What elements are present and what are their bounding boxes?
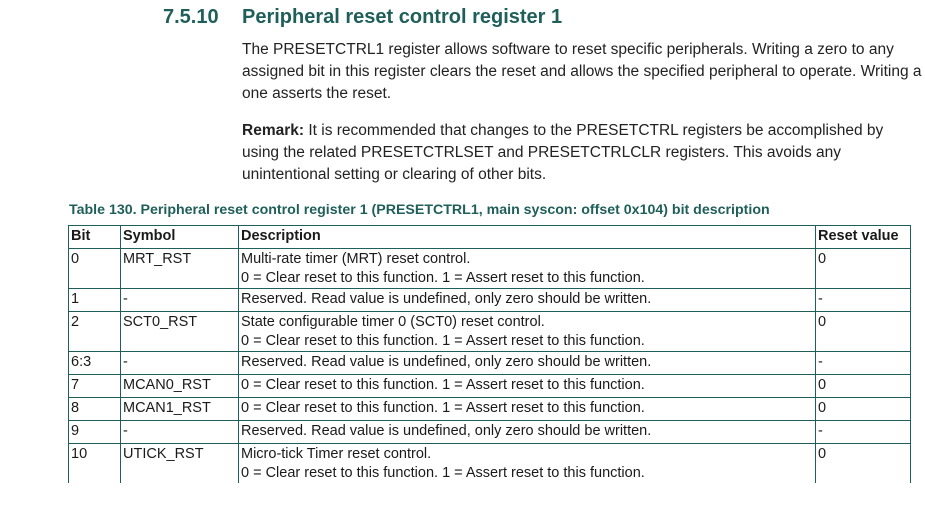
description-line: State configurable timer 0 (SCT0) reset control. <box>241 314 545 330</box>
symbol-cell: - <box>121 352 239 375</box>
register-bit-table <box>68 225 911 483</box>
section-heading <box>163 6 562 29</box>
reset-value-cell: 0 <box>816 312 911 352</box>
symbol-cell: - <box>121 289 239 312</box>
bit-cell: 7 <box>69 375 121 398</box>
reset-value-cell: 0 <box>816 249 911 289</box>
remark-label: Remark: <box>242 122 305 139</box>
description-line: Multi-rate timer (MRT) reset control. <box>241 251 471 267</box>
description-cell <box>239 421 816 444</box>
description-line: 0 = Clear reset to this function. 1 = Assert reset to this function. <box>241 333 645 349</box>
bit-cell: 8 <box>69 398 121 421</box>
symbol-cell: MRT_RST <box>121 249 239 289</box>
table-row <box>69 289 911 312</box>
column-header-reset-value: Reset value <box>816 226 911 249</box>
table-row <box>69 398 911 421</box>
section-number: 7.5.10 <box>163 6 219 28</box>
bit-cell: 0 <box>69 249 121 289</box>
description-cell <box>239 312 816 352</box>
description-line: 0 = Clear reset to this function. 1 = Assert reset to this function. <box>241 465 645 481</box>
description-line: Reserved. Read value is undefined, only zero should be written. <box>241 354 652 370</box>
symbol-cell: UTICK_RST <box>121 444 239 484</box>
remark-text: It is recommended that changes to the PRESETCTRL registers be accomplished by using the related PRESETCTRLSET and PRESETCTRLCLR registers. This avoids any unintentional setting or clearing of other bits. <box>242 122 884 183</box>
reset-value-cell: 0 <box>816 444 911 484</box>
reset-value-cell: - <box>816 421 911 444</box>
table-row <box>69 421 911 444</box>
description-cell <box>239 375 816 398</box>
bit-cell: 9 <box>69 421 121 444</box>
reset-value-cell: - <box>816 289 911 312</box>
symbol-cell: - <box>121 421 239 444</box>
description-cell <box>239 398 816 421</box>
bit-cell: 1 <box>69 289 121 312</box>
reset-value-cell: - <box>816 352 911 375</box>
column-header-bit: Bit <box>69 226 121 249</box>
table-caption: Table 130. Peripheral reset control register 1 (PRESETCTRL1, main syscon: offset 0x104) bit description <box>69 202 770 218</box>
description-cell <box>239 289 816 312</box>
table-row <box>69 249 911 289</box>
description-line: Micro-tick Timer reset control. <box>241 446 432 462</box>
column-header-description: Description <box>239 226 816 249</box>
symbol-cell: MCAN1_RST <box>121 398 239 421</box>
bit-cell: 10 <box>69 444 121 484</box>
description-line: 0 = Clear reset to this function. 1 = Assert reset to this function. <box>241 400 645 416</box>
column-header-symbol: Symbol <box>121 226 239 249</box>
description-cell <box>239 249 816 289</box>
remark-paragraph <box>242 120 922 186</box>
symbol-cell: SCT0_RST <box>121 312 239 352</box>
table-row <box>69 312 911 352</box>
description-cell <box>239 444 816 484</box>
table-row <box>69 352 911 375</box>
description-line: Reserved. Read value is undefined, only zero should be written. <box>241 423 652 439</box>
reset-value-cell: 0 <box>816 375 911 398</box>
description-line: 0 = Clear reset to this function. 1 = Assert reset to this function. <box>241 270 645 286</box>
section-title: Peripheral reset control register 1 <box>242 6 563 28</box>
intro-paragraph: The PRESETCTRL1 register allows software to reset specific peripherals. Writing a zero to any assigned bit in this register clears the reset and allows the specified peripheral to operate. Writing a one asserts the reset. <box>242 41 922 102</box>
table-row <box>69 444 911 484</box>
description-line: Reserved. Read value is undefined, only zero should be written. <box>241 291 652 307</box>
table-row <box>69 375 911 398</box>
bit-cell: 6:3 <box>69 352 121 375</box>
symbol-cell: MCAN0_RST <box>121 375 239 398</box>
description-line: 0 = Clear reset to this function. 1 = Assert reset to this function. <box>241 377 645 393</box>
description-cell <box>239 352 816 375</box>
bit-cell: 2 <box>69 312 121 352</box>
table-header-row <box>69 226 911 249</box>
reset-value-cell: 0 <box>816 398 911 421</box>
